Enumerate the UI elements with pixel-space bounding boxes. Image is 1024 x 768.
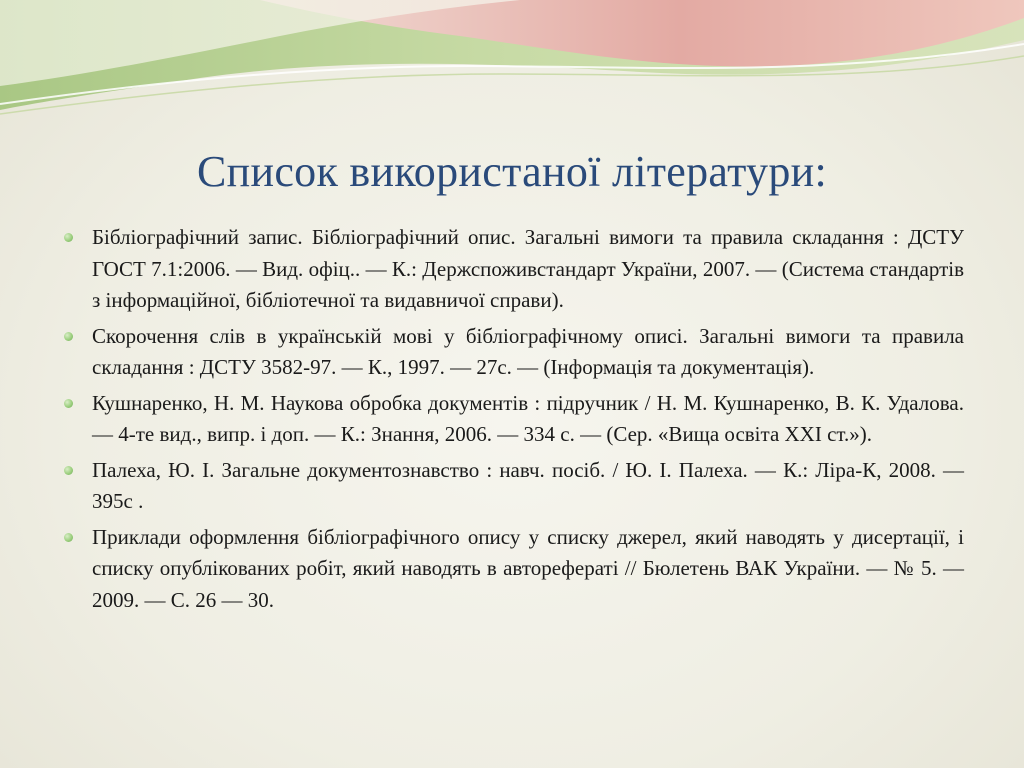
bullet-icon (64, 399, 73, 408)
slide-title: Список використаної літератури: (196, 147, 827, 196)
bullet-icon (64, 233, 73, 242)
list-item (64, 222, 964, 317)
list-item-text: Приклади оформлення бібліографічного опису у списку джерел, який наводять у дисертації, і списку опублікованих робіт, який наводять в авторефераті // Бюлетень ВАК України. — № 5. — 2009. — С. 26 — 30. (92, 524, 964, 612)
list-item-text: Скорочення слів в українській мові у бібліографічному описі. Загальні вимоги та правила складання : ДСТУ 3582-97. — К., 1997. — 27с. — (Інформація та документація). (92, 323, 964, 379)
bullet-icon (64, 332, 73, 341)
list-item (64, 455, 964, 518)
decorative-wave-banner (0, 0, 1024, 130)
list-item-text: Кушнаренко, Н. М. Наукова обробка документів : підручник / Н. М. Кушнаренко, В. К. Удалова. — 4-те вид., випр. і доп. — К.: Знання, 2006. — 334 с. — (Сер. «Вища освіта XXI ст.»). (92, 390, 964, 446)
list-item (64, 321, 964, 384)
list-item (64, 388, 964, 451)
list-item (64, 522, 964, 617)
bullet-icon (64, 466, 73, 475)
list-item-text: Палеха, Ю. І. Загальне документознавство : навч. посіб. / Ю. І. Палеха. — К.: Ліра-К, 2008. — 395с . (92, 457, 964, 513)
bibliography-list (64, 222, 964, 620)
list-item-text: Бібліографічний запис. Бібліографічний опис. Загальні вимоги та правила складання : ДСТУ ГОСТ 7.1:2006. — Вид. офіц.. — К.: Держспоживстандарт України, 2007. — (Система стандартів з інформаційної, бібліотечної та видавничої справи). (92, 225, 964, 312)
bullet-icon (64, 533, 73, 542)
